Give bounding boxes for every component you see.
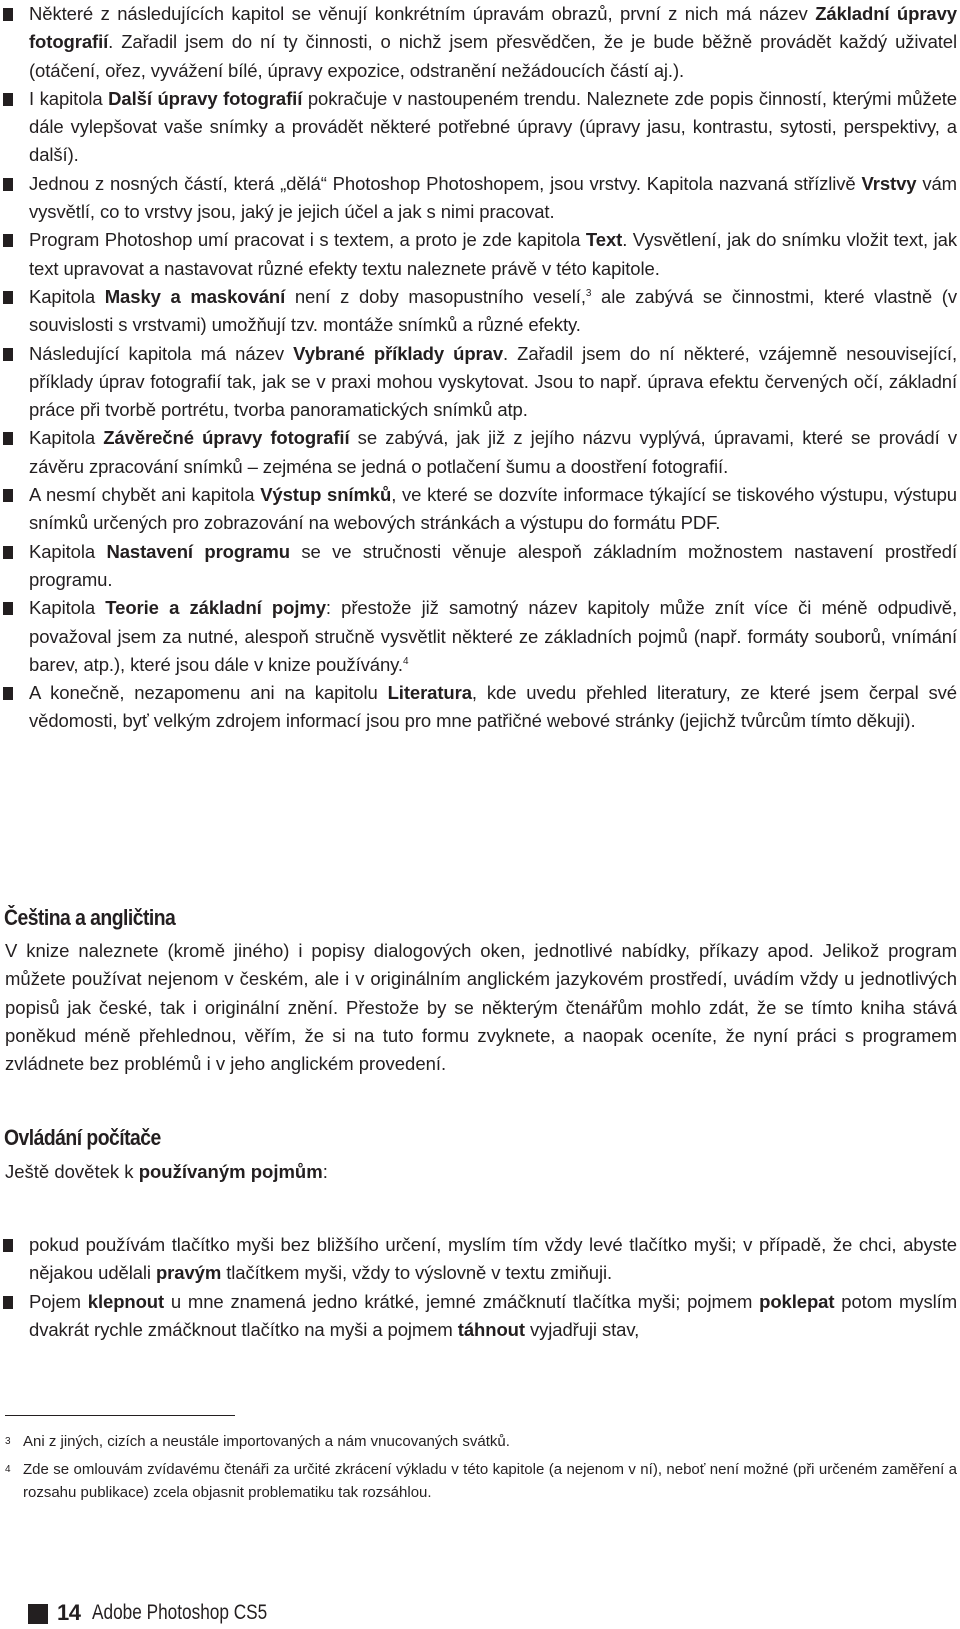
footnote-text: Zde se omlouvám zvídavému čtenáři za určité zkrácení výkladu v této kapitole (a nejenom v ní), neboť není možné (při určeném zaměření a rozsahu publikace) zcela objasnit problematiku tak rozsáhlou. [23,1461,957,1501]
section-intro-computer-control [5,1158,957,1186]
text-run: Následující kapitola má název [29,342,294,364]
text-run: Některé z následujících kapitol se věnují konkrétním úpravám obrazů, první z nich má název [29,3,816,24]
text-run: , kde uvedu přehled literatury, ze které jsem čerpal své vědomosti, byť velkým zdrojem informací jsou pro mne patřičné webové stránky (jejichž tvůrcům tímto děkuji). [29,682,957,732]
bold-term: Vybrané příklady úprav [293,342,504,364]
bold-term: pravým [155,1262,222,1284]
text-run: Ještě dovětek k [5,1161,139,1182]
footnote-reference: 3 [585,287,592,299]
list-item [0,226,960,283]
text-run: Kapitola [29,285,105,307]
text-run: Kapitola [29,597,106,619]
section-paragraph-czech-english: V knize naleznete (kromě jiného) i popisy dialogových oken, jednotlivé nabídky, příkazy apod. Jelikož program můžete používat nejenom v českém, ale i v originálním anglickém jazykovém prostředí, uvádím vždy u jednotlivých popisů jak české, tak i originální znění. Přestože by se některým čtenářům mohlo zdát, že se tímto kniha stává poněkud méně přehlednou, věřím, že si na tuto formu zvyknete, a naopak oceníte, že nyní práci s programem zvládnete bez problémů i v jeho anglickém provedení. [5,940,957,1075]
list-item [0,283,960,340]
text-run: potom myslím dvakrát rychle zmáčknout tlačítko na myši a pojmem [29,1290,958,1340]
list-item [0,594,960,679]
bold-term: používaným pojmům [138,1161,323,1182]
footnote-number: 4 [5,1464,11,1475]
text-run: : přestože již samotný název kapitoly může znít více či méně odpudivě, považoval jsem za nutné, alespoň stručně vysvětlit některé ze základních pojmů (např. formáty souborů, vnímání barev, atp.), které jsou dále v knize používány. [29,597,957,675]
bold-term: Masky a maskování [104,285,286,307]
chapter-overview-list [0,0,960,736]
list-item [0,170,960,227]
section-heading-computer-control: Ovládání počítače [4,1125,161,1150]
text-run: pokud používám tlačítko myši bez bližšího určení, myslím tím vždy levé tlačítko myši; v případě, že chci, abyste nějakou udělali [29,1234,957,1284]
footer-marker-icon [28,1604,48,1624]
text-run: pokračuje v nastoupeném trendu. Naleznete zde popis činností, kterými můžete dále vylepšovat vaše snímky a provádět některé potřebné úpravy (úpravy jasu, kontrastu, sytosti, perspektivy, a další). [29,87,957,166]
text-run: A nesmí chybět ani kapitola [29,484,261,506]
text-run: Pojem [29,1290,88,1312]
bold-term: Literatura [387,682,472,704]
bold-term: poklepat [759,1290,835,1312]
bold-term: Nastavení programu [106,540,290,562]
bold-term: Text [585,229,623,251]
text-run: Program Photoshop umí pracovat i s textem, a proto je zde kapitola [29,229,586,251]
text-run: . Zařadil jsem do ní některé, vzájemně nesouvisející, příklady úprav fotografií tak, jak se v praxi mohou vyskytovat. Jsou to např. úprava efektu červených očí, základní práce při tvorbě portrétu, tvorba panoramatických snímků atp. [29,342,957,421]
bold-term: táhnout [457,1318,525,1340]
list-item [0,1231,960,1288]
footnote-reference: 4 [402,655,409,667]
book-title: Adobe Photoshop CS5 [92,1601,268,1624]
list-item [0,1288,960,1345]
text-run: I kapitola [29,87,109,109]
bold-term: Další úpravy fotografií [108,87,303,109]
footnote-4 [5,1458,957,1504]
footnote-3 [5,1430,957,1453]
text-run: , ve které se dozvíte informace týkající se tiskového výstupu, výstupu snímků určených pro zobrazování na webových stránkách a výstupu do formátu PDF. [29,484,957,534]
bold-term: klepnout [87,1290,165,1312]
text-run: Kapitola [29,427,104,449]
bold-term: Základní úpravy fotografií [29,3,957,53]
page-number: 14 [57,1600,81,1625]
list-item [0,85,960,170]
bold-term: Závěrečné úpravy fotografií [103,427,350,449]
text-run: Jednou z nosných částí, která „dělá“ Photoshop Photoshopem, jsou vrstvy. Kapitola nazvaná střízlivě [29,172,862,194]
list-item [0,538,960,595]
text-run: Kapitola [29,540,107,562]
footnote-number: 3 [5,1436,11,1447]
text-run: A konečně, nezapomenu ani na kapitolu [29,682,388,704]
text-run: se zabývá, jak již z jejího názvu vyplývá, úpravami, které se provádí v závěru zpracování snímků – zejména se jedná o potlačení šumu a doostření fotografií. [29,427,957,477]
text-run: není z doby masopustního veselí, [285,285,586,307]
footnote-divider [5,1415,235,1416]
text-run: se ve stručnosti věnuje alespoň základním možnostem nastavení prostředí programu. [29,540,957,590]
list-item [0,679,960,736]
terms-list [0,1231,960,1344]
section-heading-czech-english: Čeština a angličtina [4,905,176,930]
text-run: vám vysvětlí, co to vrstvy jsou, jaký je jejich účel a jak s nimi pracovat. [29,172,957,223]
text-run: u mne znamená jedno krátké, jemné zmáčknutí tlačítka myši; pojmem [164,1290,760,1312]
text-run: : [322,1161,328,1182]
page-footer [0,1600,960,1629]
text-run: vyjadřuji stav, [524,1318,640,1340]
footnote-text: Ani z jiných, cizích a neustále importovaných a nám vnucovaných svátků. [23,1433,510,1450]
text-run: ale zabývá se činnostmi, které vlastně (v souvislosti s vrstvami) umožňují tzv. montáže snímků a různé efekty. [29,285,957,336]
list-item [0,424,960,481]
bold-term: Vrstvy [861,172,917,194]
list-item [0,0,960,85]
text-run: tlačítkem myši, vždy to výslovně v textu zmiňuji. [221,1262,613,1284]
text-run: . Zařadil jsem do ní ty činnosti, o nichž jsem přesvědčen, že je bude běžně provádět každý uživatel (otáčení, ořez, vyvážení bílé, úpravy expozice, odstranění nežádoucích částí aj.). [29,31,957,81]
bold-term: Výstup snímků [260,484,392,506]
text-run: . Vysvětlení, jak do snímku vložit text, jak text upravovat a nastavovat různé efekty textu naleznete právě v této kapitole. [29,229,957,279]
list-item [0,340,960,425]
list-item [0,481,960,538]
bold-term: Teorie a základní pojmy [105,597,326,619]
